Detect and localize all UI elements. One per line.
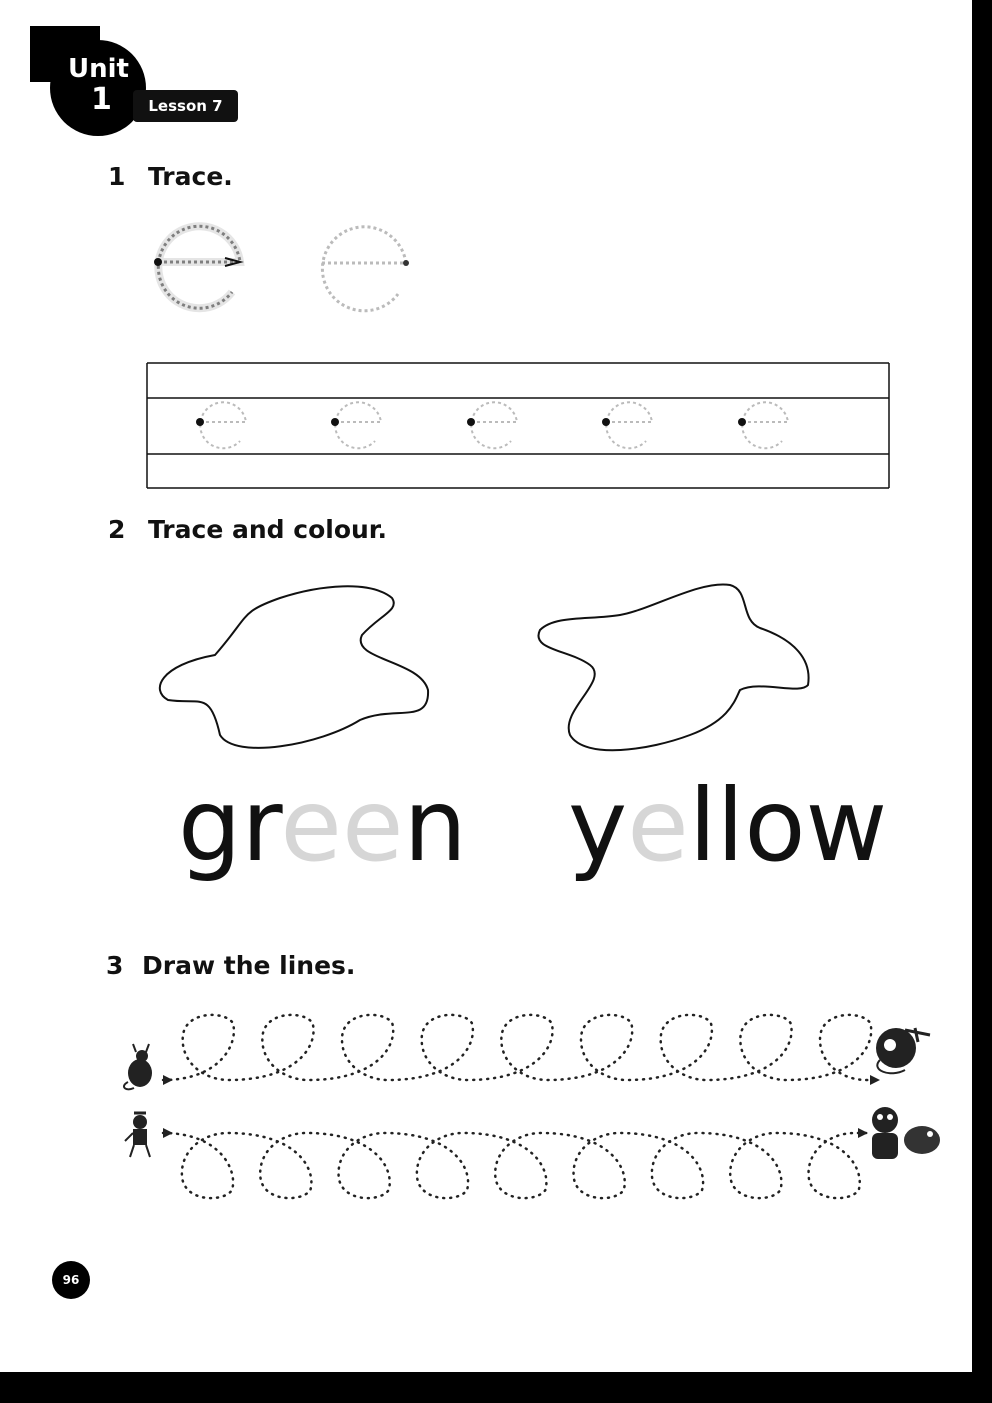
trace-letter-e	[196, 402, 246, 448]
exercise-1-instruction: Trace.	[148, 162, 233, 191]
exercise-1-number: 1	[108, 162, 126, 191]
trace-letters-e	[196, 402, 788, 448]
start-character-boy-icon	[125, 1113, 150, 1157]
unit-number: 1	[91, 82, 112, 117]
word-yellow-trace-letter: e	[627, 767, 689, 884]
word-green-letter: g	[178, 767, 242, 884]
trace-letter-e	[602, 402, 652, 448]
word-yellow-letter: l	[716, 767, 745, 884]
dotted-loop-line-top[interactable]	[163, 1015, 880, 1085]
word-green	[178, 767, 467, 884]
unit-label: Unit	[68, 54, 129, 84]
exercise-3-instruction: Draw the lines.	[142, 951, 356, 980]
trace-letter-e	[738, 402, 788, 448]
end-character-animals-icon	[872, 1107, 940, 1159]
end-character-dragon-icon	[876, 1028, 930, 1073]
word-green-trace-letter: e	[341, 767, 404, 884]
trace-letter-e	[331, 402, 381, 448]
colour-blob-green[interactable]	[160, 586, 428, 748]
model-letter-e-guided	[154, 226, 240, 308]
word-yellow-letter: y	[568, 767, 628, 884]
word-green-trace-letter: e	[280, 767, 342, 884]
word-yellow	[568, 767, 887, 884]
dotted-loop-line-bottom[interactable]	[163, 1128, 868, 1198]
word-yellow-letter: l	[688, 767, 717, 884]
start-character-kangaroo-icon	[124, 1044, 152, 1089]
page-number: 96	[52, 1261, 90, 1299]
word-yellow-letter: w	[805, 767, 888, 884]
exercise-3-number: 3	[106, 951, 124, 980]
colour-blob-yellow[interactable]	[538, 584, 808, 750]
word-green-letter: r	[241, 767, 281, 884]
handwriting-lines	[147, 363, 889, 488]
exercise-2-number: 2	[108, 515, 126, 544]
exercise-2-instruction: Trace and colour.	[148, 515, 388, 544]
word-yellow-letter: o	[744, 767, 806, 884]
model-letter-e-faint	[322, 227, 409, 311]
word-green-letter: n	[403, 767, 467, 884]
lesson-badge: Lesson 7	[133, 90, 238, 122]
trace-letter-e	[467, 402, 517, 448]
